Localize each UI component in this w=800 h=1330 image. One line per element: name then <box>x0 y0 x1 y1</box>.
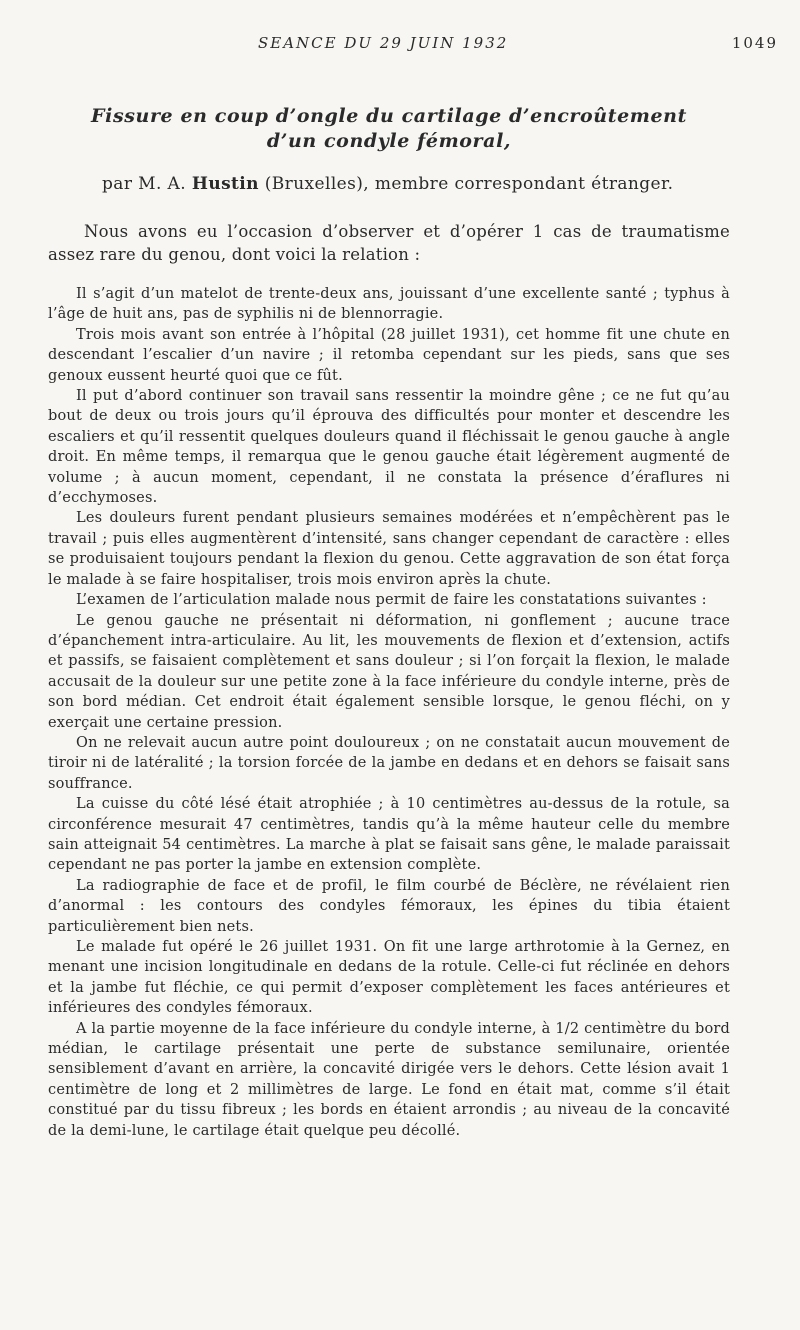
running-head <box>48 34 778 60</box>
paragraph: Le malade fut opéré le 26 juillet 1931. On fit une large arthrotomie à la Gernez, en menant une incision longitudinale en dedans de la rotule. Celle-ci fut réclinée en dehors et la jambe fut fléchie, ce qui permit d’exposer complètement les faces antérieures et inférieures des condyles fémoraux. <box>48 939 730 1017</box>
paragraph: On ne relevait aucun autre point douloureux ; on ne constatait aucun mouvement de tiroir ni de latéralité ; la torsion forcée de la jambe en dedans et en dehors se faisait sans souffrance. <box>48 734 730 792</box>
document-page <box>48 34 778 1141</box>
byline-prefix: par M. A. <box>102 174 187 194</box>
paragraph: Il s’agit d’un matelot de trente-deux ans, jouissant d’une excellente santé ; typhus à l’âge de huit ans, pas de syphilis ni de blennorragie. <box>48 286 730 323</box>
paragraph: La cuisse du côté lésé était atrophiée ; à 10 centimètres au-dessus de la rotule, sa circonférence mesurait 47 centimètres, tandis qu’à la même hauteur celle du membre sain atteignait 54 centimètres. La marche à plat se faisait sans gêne, le malade paraissait cependant ne pas porter la jambe en extension complète. <box>48 796 730 874</box>
byline-suffix: (Bruxelles), membre correspondant étranger. <box>264 174 674 194</box>
byline-author: Hustin <box>191 174 259 194</box>
article-title-line-1: Fissure en coup d’ongle du cartilage d’encroûtement <box>91 105 687 127</box>
paragraph: L’examen de l’articulation malade nous permit de faire les constatations suivantes : <box>76 592 707 609</box>
running-title: SEANCE DU 29 JUIN 1932 <box>258 34 509 52</box>
article-title-line-2: d’un condyle fémoral, <box>266 130 512 152</box>
paragraph: Le genou gauche ne présentait ni déformation, ni gonflement ; aucune trace d’épanchement intra-articulaire. Au lit, les mouvements de flexion et d’extension, actifs et passifs, se faisaient complètement et sans douleur ; si l’on forçait la flexion, le malade accusait de la douleur sur une petite zone à la face inférieure du condyle interne, près de son bord médian. Cet endroit était également sensible lorsque, le genou fléchi, on y exerçait une certaine pression. <box>48 612 730 731</box>
paragraph: Les douleurs furent pendant plusieurs semaines modérées et n’empêchèrent pas le travail ; puis elles augmentèrent d’intensité, sans changer cependant de caractère : elles se produisaient toujours pendant la flexion du genou. Cette aggravation de son état força le malade à se faire hospitaliser, trois mois environ après la chute. <box>48 510 730 588</box>
intro-paragraph: Nous avons eu l’occasion d’observer et d’opérer 1 cas de traumatisme assez rare du genou, dont voici la relation : <box>48 222 730 264</box>
body-text <box>48 284 730 1141</box>
paragraph: Trois mois avant son entrée à l’hôpital (28 juillet 1931), cet homme fit une chute en descendant l’escalier d’un navire ; il retomba cependant sur les pieds, sans que ses genoux eussent heurté quoi que ce fût. <box>48 326 730 384</box>
paragraph: A la partie moyenne de la face inférieure du condyle interne, à 1/2 centimètre du bord médian, le cartilage présentait une perte de substance semilunaire, orientée sensiblement d’avant en arrière, la concavité dirigée vers le dehors. Cette lésion avait 1 centimètre de long et 2 millimètres de large. Le fond en était mat, comme s’il était constitué par du tissu fibreux ; les bords en étaient arrondis ; au niveau de la concavité de la demi-lune, le cartilage était quelque peu décollé. <box>48 1020 730 1139</box>
page-number: 1049 <box>731 34 778 52</box>
byline <box>102 174 730 194</box>
paragraph: Il put d’abord continuer son travail sans ressentir la moindre gêne ; ce ne fut qu’au bout de deux ou trois jours qu’il éprouva des difficultés pour monter et descendre les escaliers et qu’il ressentit quelques douleurs quand il fléchissait le genou gauche à angle droit. En même temps, il remarqua que le genou gauche était légèrement augmenté de volume ; à aucun moment, cependant, il ne constata la présence d’éraflures ni d’ecchymoses. <box>48 388 730 507</box>
paragraph: La radiographie de face et de profil, le film courbé de Béclère, ne révélaient rien d’anormal : les contours des condyles fémoraux, les épines du tibia étaient particulièrement bien nets. <box>48 877 730 935</box>
article-title <box>48 104 730 154</box>
